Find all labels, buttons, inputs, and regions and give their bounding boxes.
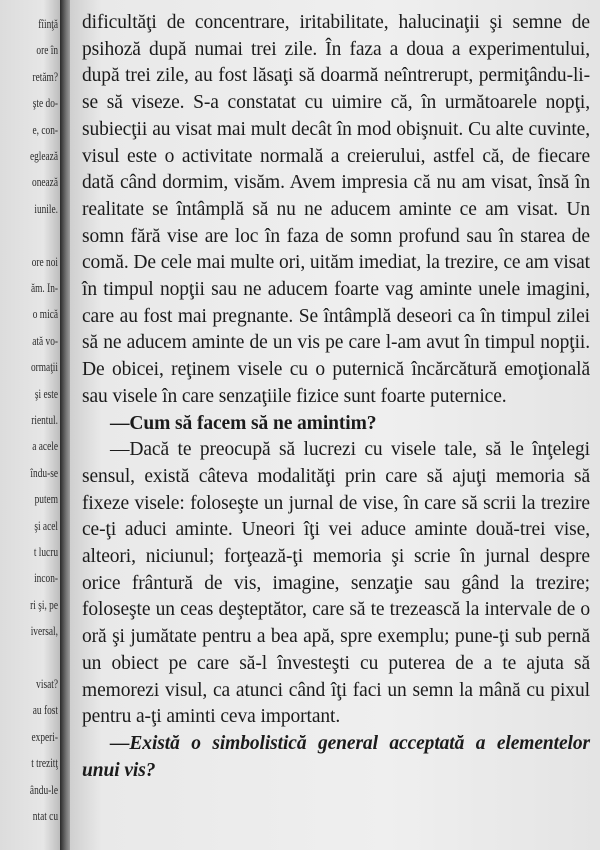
facing-page-fragment: ntat cu — [32, 808, 58, 823]
facing-page-fragment: onează — [32, 174, 58, 190]
facing-page-fragment: ându-le — [29, 781, 58, 797]
facing-page-fragment: experi- — [31, 728, 58, 744]
facing-page-edge — [0, 0, 62, 850]
question-heading: —Cum să facem să ne amintim? — [110, 412, 377, 434]
facing-page-fragment: t trezitţ — [31, 755, 58, 771]
facing-page-fragment: iunile. — [34, 200, 58, 216]
facing-page-fragment: a acele — [32, 438, 58, 454]
facing-page-fragment: şi este — [34, 385, 58, 401]
body-paragraph: dificultăţi de concentrare, iritabilitate, halucinaţii şi semne de psihoză după numai trei zile. În faza a doua a experimentului, după trei zile, au fost lăsaţi să doarmă neîntrerupt, permiţându-li-se să viseze. S-a constatat cu uimire că, în următoarele nopţi, subiecţii au visat mai mult decât în mod obişnuit. Cu alte cuvinte, visul este o activitate normală a creierului, astfel că, de fiecare dată când dormim, visăm. Avem impresia că nu am visat, însă în realitate se întâmplă să nu ne aducem aminte ce am visat. Un somn fără vise are loc în faza de somn profund sau în starea de comă. De cele mai multe ori, uităm imediat, la trezire, ce am visat în timpul nopţii sau ne aducem foarte vag aminte unele imagini, care au fost mai pregnante. Se întâmplă deseori ca în timpul zilei să ne aducem aminte de un vis pe care l-am avut în timpul nopţii. De obicei, reţinem visele cu o puternică încărcătură emoţională sau visele în care senzaţiile fizice sunt foarte puternice. — [82, 12, 590, 407]
facing-page-fragment: ri şi, pe — [30, 596, 58, 612]
facing-page-fragment: şi acel — [34, 517, 58, 533]
facing-page-fragment: incon- — [34, 570, 58, 586]
facing-page-fragment: iversal, — [30, 623, 58, 639]
facing-page-fragment: putem — [34, 491, 58, 507]
facing-page-fragment: ăm. In- — [30, 280, 58, 295]
question-heading: —Există o simbolistică general acceptată a elementelor unui vis? — [82, 732, 590, 781]
page-text — [82, 10, 590, 784]
facing-page-fragment: o mică — [32, 306, 58, 322]
facing-page-fragment: ată vo- — [32, 332, 58, 348]
facing-page-fragment: rientul. — [31, 412, 58, 427]
facing-page-fragment: au fost — [32, 702, 58, 718]
book-page — [70, 0, 600, 850]
facing-page-fragment: ormaţii — [30, 359, 58, 375]
facing-page-fragment: eglează — [29, 148, 58, 163]
answer-paragraph: —Dacă te preocupă să lucrezi cu visele tale, să le înţelegi sensul, există câteva modalităţi prin care să ajuţi memoria să fixeze visele: foloseşte un jurnal de vise, în care să scrii la trezire ce-ţi aduci aminte. Uneori îţi vei aduce aminte două-trei vise, alteori, niciunul; forţează-ţi memoria şi scrie în jurnal despre orice frântură de vis, imagine, senzaţie sau gând la trezire; foloseşte un ceas deşteptător, care să te trezească la intervale de o oră şi jumătate pentru a bea apă, spre exemplu; pune-ţi sub pernă un obiect pe care să-l învesteşti cu puterea de a te ajuta să memorezi visul, ca atunci când îţi faci un semn la mână cu pixul pentru a-ţi aminti ceva important. — [82, 439, 590, 728]
facing-page-fragment: ore noi — [31, 253, 58, 269]
facing-page-fragment: îndu-se — [30, 464, 58, 480]
facing-page-fragment: ore în — [36, 42, 58, 58]
facing-page-fragment: retăm? — [32, 68, 58, 84]
facing-page-fragment: visat? — [36, 676, 58, 691]
facing-page-fragment: e, con- — [32, 121, 58, 137]
facing-page-fragment: şte do- — [32, 95, 58, 111]
facing-page-fragment: fîinţă — [38, 16, 58, 31]
facing-page-fragment: t lucru — [33, 544, 58, 559]
